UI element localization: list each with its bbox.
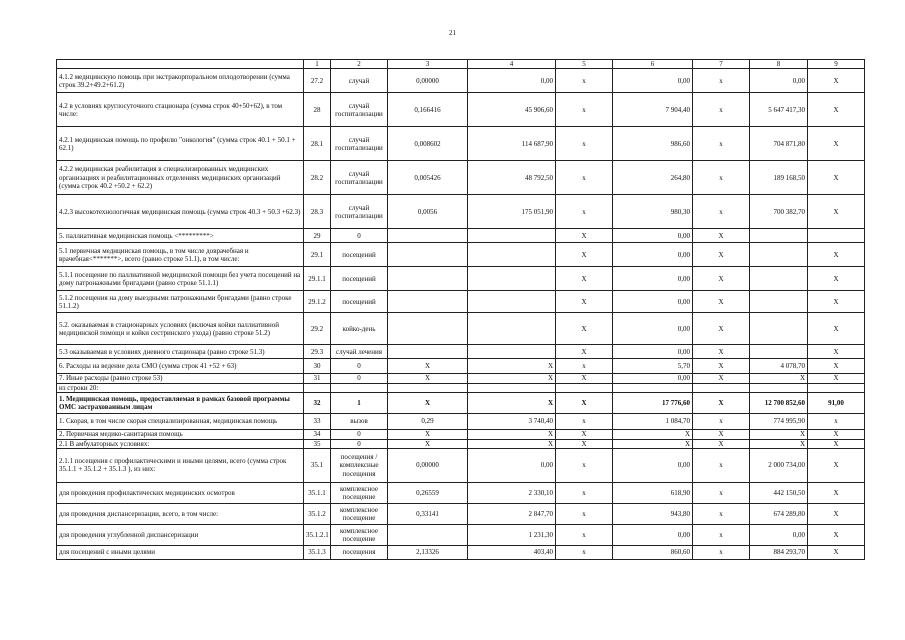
table-cell: X	[388, 374, 468, 383]
table-cell: x	[693, 161, 750, 195]
table-row	[57, 359, 865, 374]
row-label-cell: 5. паллиативная медицинская помощь <*********>	[57, 229, 304, 243]
table-cell: 3 740,40	[468, 414, 556, 430]
table-cell: 28.2	[304, 161, 331, 195]
table-cell: 0,00000	[388, 69, 468, 93]
table-row	[57, 345, 865, 359]
data-table	[56, 59, 865, 560]
table-cell: X	[468, 439, 556, 448]
table-cell	[468, 291, 556, 313]
table-cell: случай	[331, 69, 388, 93]
table-cell: 35.1	[304, 448, 331, 482]
table-cell: X	[693, 430, 750, 439]
table-cell: X	[693, 439, 750, 448]
table-cell: x	[556, 195, 613, 229]
table-cell	[468, 267, 556, 291]
table-cell: 0,00	[613, 448, 693, 482]
table-cell: 0,00	[750, 524, 808, 545]
table-cell: X	[808, 161, 865, 195]
table-cell: X	[556, 267, 613, 291]
table-cell	[468, 345, 556, 359]
row-label-cell: 6. Расходы на ведение дела СМО (сумма строк 41 +52 + 63)	[57, 359, 304, 374]
row-label-cell: 2.1.1 посещения с профилактическими и иными целями, всего (сумма строк 35.1.1 + 35.1.2 + 35.1.3 ), из них:	[57, 448, 304, 482]
row-label-cell: 1. Скорая, в том числе скорая специализированная, медицинская помощь	[57, 414, 304, 430]
table-row	[57, 291, 865, 313]
table-cell: 1	[331, 393, 388, 414]
table-cell: 2 847,70	[468, 503, 556, 524]
table-cell	[750, 345, 808, 359]
table-cell: 30	[304, 359, 331, 374]
row-label-cell: для проведения диспансеризации, всего, в том числе:	[57, 503, 304, 524]
table-cell: комплексное посещение	[331, 482, 388, 503]
table-cell: 114 687,90	[468, 127, 556, 161]
row-label-cell: 4.2.3 высокотехнологичная медицинская помощь (сумма строк 40.3 + 50.3 +62.3)	[57, 195, 304, 229]
table-cell: X	[556, 393, 613, 414]
table-cell: X	[388, 430, 468, 439]
header-cell: 4	[468, 60, 556, 69]
row-label-cell: 4.2 в условиях круглосуточного стационара (сумма строк 40+50+62), в том числе:	[57, 93, 304, 127]
table-cell: X	[693, 267, 750, 291]
table-cell: 28	[304, 93, 331, 127]
table-cell	[388, 291, 468, 313]
table-cell: комплексное посещение	[331, 524, 388, 545]
table-header-row	[57, 60, 865, 69]
table-cell: 29.3	[304, 345, 331, 359]
table-cell	[388, 313, 468, 345]
table-cell: 0,00	[468, 69, 556, 93]
table-cell: 980,30	[613, 195, 693, 229]
header-cell: 9	[808, 60, 865, 69]
table-row	[57, 313, 865, 345]
table-cell: 91,00	[808, 393, 865, 414]
table-row	[57, 93, 865, 127]
table-cell: 29.1	[304, 243, 331, 267]
table-cell: X	[808, 430, 865, 439]
table-cell	[750, 243, 808, 267]
table-row	[57, 195, 865, 229]
row-label-cell: 5.1 первичная медицинская помощь, в том числе доврачебная и врачебная<*******>, всего (равно строке 51.1), в том числе:	[57, 243, 304, 267]
table-cell: койко-день	[331, 313, 388, 345]
table-row	[57, 439, 865, 448]
table-cell: X	[808, 503, 865, 524]
table-cell: x	[556, 414, 613, 430]
table-cell: X	[693, 313, 750, 345]
table-cell: X	[808, 359, 865, 374]
table-cell: x	[556, 161, 613, 195]
table-cell: 860,60	[613, 545, 693, 559]
table-cell: X	[556, 229, 613, 243]
table-cell: X	[693, 243, 750, 267]
table-cell: посещений	[331, 267, 388, 291]
table-cell	[468, 229, 556, 243]
table-cell: 35.1.3	[304, 545, 331, 559]
table-cell: 0,0056	[388, 195, 468, 229]
table-cell: X	[693, 374, 750, 383]
table-cell: 29.1.1	[304, 267, 331, 291]
header-cell: 1	[304, 60, 331, 69]
table-cell: 0,00	[613, 313, 693, 345]
table-cell: x	[693, 482, 750, 503]
table-cell: x	[556, 359, 613, 374]
table-cell: X	[693, 359, 750, 374]
table-cell: вызов	[331, 414, 388, 430]
table-cell: X	[556, 430, 613, 439]
table-cell: x	[693, 448, 750, 482]
table-cell: 0,00	[613, 267, 693, 291]
table-cell: x	[693, 195, 750, 229]
table-cell: случай госпитализации	[331, 195, 388, 229]
table-cell: x	[693, 414, 750, 430]
table-cell: X	[808, 127, 865, 161]
table-cell: X	[808, 195, 865, 229]
table-cell: x	[808, 414, 865, 430]
table-cell: случай госпитализации	[331, 127, 388, 161]
row-label-cell: из строки 20:	[57, 383, 304, 392]
header-cell: 6	[613, 60, 693, 69]
table-cell: 48 792,50	[468, 161, 556, 195]
table-cell: 0,00	[613, 291, 693, 313]
table-cell: X	[468, 359, 556, 374]
table-cell	[468, 383, 556, 392]
table-cell: 0,00	[613, 243, 693, 267]
table-cell: 7 904,40	[613, 93, 693, 127]
table-cell: X	[388, 439, 468, 448]
table-cell: X	[693, 345, 750, 359]
table-cell: 189 168,50	[750, 161, 808, 195]
table-cell: x	[556, 482, 613, 503]
table-cell: 31	[304, 374, 331, 383]
table-cell: x	[556, 448, 613, 482]
table-cell: X	[388, 359, 468, 374]
table-cell	[693, 383, 750, 392]
table-cell: 704 871,80	[750, 127, 808, 161]
table-cell: x	[693, 545, 750, 559]
table-cell: X	[808, 524, 865, 545]
table-cell: X	[808, 345, 865, 359]
table-cell: 2,13326	[388, 545, 468, 559]
table-cell: X	[808, 439, 865, 448]
table-cell: 12 700 852,60	[750, 393, 808, 414]
table-cell	[808, 383, 865, 392]
table-row	[57, 503, 865, 524]
table-cell: X	[808, 267, 865, 291]
table-cell: X	[808, 93, 865, 127]
table-cell	[388, 524, 468, 545]
table-cell: X	[808, 243, 865, 267]
table-cell: 0	[331, 430, 388, 439]
table-cell: X	[468, 393, 556, 414]
table-cell: 0,33141	[388, 503, 468, 524]
table-row	[57, 448, 865, 482]
table-cell: x	[556, 93, 613, 127]
table-cell	[468, 313, 556, 345]
header-cell: 8	[750, 60, 808, 69]
table-cell: 17 776,60	[613, 393, 693, 414]
row-label-cell: для посещений с иными целями	[57, 545, 304, 559]
table-cell: 4 078,70	[750, 359, 808, 374]
table-cell: посещений	[331, 291, 388, 313]
table-cell: X	[808, 448, 865, 482]
table-cell: x	[693, 93, 750, 127]
table-cell: 0	[331, 359, 388, 374]
table-cell: 0,00	[613, 229, 693, 243]
table-row	[57, 229, 865, 243]
table-cell: X	[750, 430, 808, 439]
table-cell	[750, 313, 808, 345]
table-cell: 0,005426	[388, 161, 468, 195]
table-cell: 35	[304, 439, 331, 448]
table-cell: X	[750, 439, 808, 448]
table-cell: 35.1.2.1	[304, 524, 331, 545]
table-cell: 264,80	[613, 161, 693, 195]
table-cell: 1 231,30	[468, 524, 556, 545]
table-cell: x	[556, 524, 613, 545]
table-cell	[808, 229, 865, 243]
row-label-cell: 2. Первичная медико-санитарная помощь	[57, 430, 304, 439]
header-cell: 2	[331, 60, 388, 69]
table-cell: 29.1.2	[304, 291, 331, 313]
table-row	[57, 127, 865, 161]
table-cell	[468, 243, 556, 267]
table-cell: 29.2	[304, 313, 331, 345]
table-cell: X	[556, 291, 613, 313]
table-cell: 1 084,70	[613, 414, 693, 430]
table-cell: X	[556, 243, 613, 267]
table-cell	[750, 267, 808, 291]
table-cell: x	[693, 524, 750, 545]
header-cell: 5	[556, 60, 613, 69]
table-cell	[388, 243, 468, 267]
table-cell: X	[808, 291, 865, 313]
table-cell: X	[808, 69, 865, 93]
table-cell: 28.1	[304, 127, 331, 161]
table-cell: 774 995,90	[750, 414, 808, 430]
table-cell: 5 647 417,30	[750, 93, 808, 127]
table-cell: 45 906,60	[468, 93, 556, 127]
table-cell	[556, 383, 613, 392]
table-cell: x	[693, 127, 750, 161]
table-cell: посещений	[331, 243, 388, 267]
table-cell: x	[693, 503, 750, 524]
table-cell: 0,00	[613, 345, 693, 359]
row-label-cell: 4.1.2 медицинскую помощь при экстракорпоральном оплодотворении (сумма строк 39.2+49.2+61.2)	[57, 69, 304, 93]
page-number: 21	[449, 29, 456, 37]
table-cell	[331, 383, 388, 392]
table-cell: 0,26559	[388, 482, 468, 503]
table-cell: X	[808, 313, 865, 345]
table-cell: x	[556, 545, 613, 559]
table-cell: 35.1.1	[304, 482, 331, 503]
table-row	[57, 482, 865, 503]
table-cell: 0	[331, 229, 388, 243]
table-cell: X	[468, 374, 556, 383]
table-cell: 700 382,70	[750, 195, 808, 229]
table-cell: случай госпитализации	[331, 161, 388, 195]
table-cell: 884 293,70	[750, 545, 808, 559]
table-row	[57, 524, 865, 545]
row-label-cell: 2.1 В амбулаторных условиях:	[57, 439, 304, 448]
table-cell: X	[693, 393, 750, 414]
table-cell: 0,00000	[388, 448, 468, 482]
table-cell	[750, 229, 808, 243]
table-cell: 0	[331, 374, 388, 383]
row-label-cell: 1. Медицинская помощь, предоставляемая в рамках базовой программы ОМС застрахованным лицам	[57, 393, 304, 414]
table-row	[57, 374, 865, 383]
table-cell: 33	[304, 414, 331, 430]
table-cell: X	[556, 439, 613, 448]
table-cell: случай госпитализации	[331, 93, 388, 127]
table-cell: X	[468, 430, 556, 439]
table-cell: комплексное посещение	[331, 503, 388, 524]
header-cell: 7	[693, 60, 750, 69]
table-cell: 618,90	[613, 482, 693, 503]
table-cell: X	[693, 229, 750, 243]
header-cell-0	[57, 60, 304, 69]
table-cell	[750, 291, 808, 313]
table-cell: 0,29	[388, 414, 468, 430]
table-cell: 2 000 734,00	[750, 448, 808, 482]
table-cell: 442 150,50	[750, 482, 808, 503]
table-cell: x	[556, 127, 613, 161]
row-label-cell: 7. Иные расходы (равно строке 53)	[57, 374, 304, 383]
row-label-cell: 5.1.1 посещение по паллиативной медицинской помощи без учета посещений на дому патронажными бригадами (равно строке 51.1.1)	[57, 267, 304, 291]
table-row	[57, 383, 865, 392]
table-cell: 986,60	[613, 127, 693, 161]
table-cell: 403,40	[468, 545, 556, 559]
table-row	[57, 267, 865, 291]
row-label-cell: для проведения профилактических медицинских осмотров	[57, 482, 304, 503]
table-cell: X	[556, 374, 613, 383]
table-row	[57, 545, 865, 559]
table-cell: посещения	[331, 545, 388, 559]
table-cell: 28.3	[304, 195, 331, 229]
row-label-cell: 5.2. оказываемая в стационарных условиях (включая койки паллиативной медицинской помощи и койки сестринского ухода) (равно строке 51.2)	[57, 313, 304, 345]
table-cell	[613, 383, 693, 392]
table-cell	[388, 383, 468, 392]
table-cell: 175 051,90	[468, 195, 556, 229]
table-cell: 0,00	[613, 69, 693, 93]
table-cell: X	[808, 482, 865, 503]
row-label-cell: 5.3 оказываемая в условиях дневного стационара (равно строке 51.3)	[57, 345, 304, 359]
table-row	[57, 161, 865, 195]
table-cell: 0,008602	[388, 127, 468, 161]
table-cell: x	[556, 503, 613, 524]
table-row	[57, 430, 865, 439]
table-cell: 5,70	[613, 359, 693, 374]
table-cell: 2 330,10	[468, 482, 556, 503]
table-cell: посещения / комплексные посещения	[331, 448, 388, 482]
table-cell: 943,80	[613, 503, 693, 524]
table-cell: x	[693, 69, 750, 93]
table-cell: X	[556, 313, 613, 345]
table-cell: 674 289,80	[750, 503, 808, 524]
table-cell: X	[613, 439, 693, 448]
table-cell: случай лечения	[331, 345, 388, 359]
table-cell	[388, 345, 468, 359]
row-label-cell: 4.2.2 медицинская реабилитация в специализированных медицинских организациях и реабилитационных отделениях медицинских организаций (сумма строк 40.2 +50.2 + 62.2)	[57, 161, 304, 195]
table-cell	[388, 229, 468, 243]
table-row	[57, 243, 865, 267]
table-cell: 0,00	[613, 374, 693, 383]
row-label-cell: 5.1.2 посещения на дому выездными патронажными бригадами (равно строке 51.1.2)	[57, 291, 304, 313]
table-cell: 35.1.2	[304, 503, 331, 524]
table-cell: 34	[304, 430, 331, 439]
table-cell: 0,00	[468, 448, 556, 482]
table-cell: 0,00	[750, 69, 808, 93]
table-cell	[388, 267, 468, 291]
table-cell: X	[556, 345, 613, 359]
row-label-cell: 4.2.1 медицинская помощь по профилю "онкология" (сумма строк 40.1 + 50.1 + 62.1)	[57, 127, 304, 161]
table-cell: x	[556, 69, 613, 93]
table-cell: 0,00	[613, 524, 693, 545]
table-cell: X	[693, 291, 750, 313]
table-cell: X	[613, 430, 693, 439]
table-cell: 0	[331, 439, 388, 448]
table-cell	[750, 383, 808, 392]
header-cell: 3	[388, 60, 468, 69]
table-row	[57, 393, 865, 414]
table-row	[57, 414, 865, 430]
table-cell: 27.2	[304, 69, 331, 93]
table-cell: 32	[304, 393, 331, 414]
table-row	[57, 69, 865, 93]
table-cell: X	[808, 374, 865, 383]
table-cell	[304, 383, 331, 392]
row-label-cell: для проведения углубленной диспансеризации	[57, 524, 304, 545]
table-cell: 29	[304, 229, 331, 243]
table-cell: X	[808, 545, 865, 559]
table-cell: X	[750, 374, 808, 383]
table-cell: X	[388, 393, 468, 414]
table-cell: 0,166416	[388, 93, 468, 127]
